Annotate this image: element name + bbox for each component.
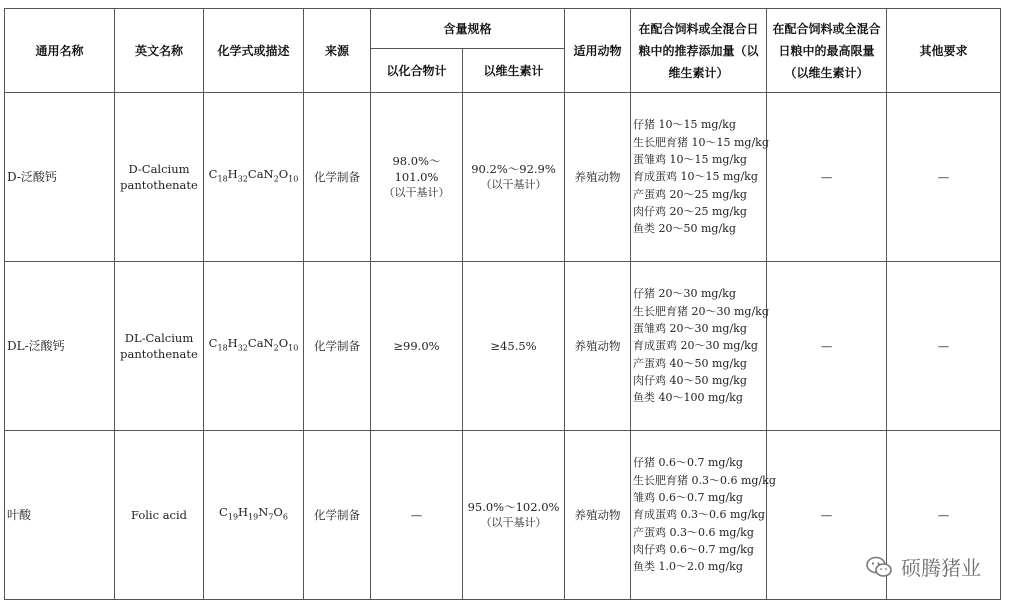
animals-cell: 养殖动物 [565,431,631,600]
recommended-cell [631,262,767,431]
recommended-line: 鱼类 1.0～2.0 mg/kg [633,560,743,574]
recommended-line: 肉仔鸡 20～25 mg/kg [633,204,747,218]
as-vitamin-value: 95.0%～102.0% [467,500,560,514]
as-vitamin-cell [463,431,565,600]
recommended-line: 产蛋鸡 20～25 mg/kg [633,187,747,201]
recommended-line: 雏鸡 0.6～0.7 mg/kg [633,491,743,505]
as-compound-value: 98.0%～101.0% [392,154,441,184]
other-cell: — [887,93,1001,262]
header-formula: 化学式或描述 [204,9,304,93]
recommended-line: 仔猪 20～30 mg/kg [633,287,736,301]
recommended-line: 鱼类 20～50 mg/kg [633,222,736,236]
feed-additive-table [4,8,1001,600]
header-recommended: 在配合饲料或全混合日粮中的推荐添加量（以维生素计） [631,9,767,93]
table-row [5,431,1001,600]
recommended-line: 肉仔鸡 0.6～0.7 mg/kg [633,542,754,556]
recommended-line: 育成蛋鸡 20～30 mg/kg [633,339,758,353]
wechat-icon [865,555,893,579]
recommended-line: 鱼类 40～100 mg/kg [633,391,743,405]
english-name-cell: D-Calcium pantothenate [115,93,204,262]
as-vitamin-cell [463,262,565,431]
recommended-line: 仔猪 10～15 mg/kg [633,118,736,132]
table-row [5,93,1001,262]
english-name-cell: Folic acid [115,431,204,600]
header-english-name: 英文名称 [115,9,204,93]
as-vitamin-note: （以干基计） [480,178,547,191]
header-content-spec: 含量规格 [371,9,565,49]
max-limit-cell: — [767,93,887,262]
source-cell: 化学制备 [304,93,371,262]
max-limit-cell: — [767,262,887,431]
header-common-name: 通用名称 [5,9,115,93]
source-cell: 化学制备 [304,262,371,431]
recommended-line: 产蛋鸡 0.3～0.6 mg/kg [633,525,754,539]
watermark-text: 硕腾猪业 [901,556,981,580]
formula-cell: $C_{18}H_{32}CaN_2O_{10}$ [204,93,304,262]
animals-cell: 养殖动物 [565,93,631,262]
as-vitamin-cell [463,93,565,262]
max-limit-cell: — [767,431,887,600]
recommended-line: 育成蛋鸡 0.3～0.6 mg/kg [633,508,765,522]
formula-cell: $C_{18}H_{32}CaN_2O_{10}$ [204,262,304,431]
english-name-cell: DL-Calcium pantothenate [115,262,204,431]
animals-cell: 养殖动物 [565,262,631,431]
as-compound-value: — [410,508,423,522]
header-as-vitamin: 以维生素计 [463,49,565,93]
recommended-cell [631,431,776,600]
formula-cell: $C_{19}H_{19}N_7O_6$ [204,431,304,600]
as-vitamin-value: ≥45.5% [490,339,537,353]
recommended-line: 生长肥育猪 10～15 mg/kg [633,135,769,149]
table-row [5,262,1001,431]
as-compound-value: ≥99.0% [393,339,440,353]
as-vitamin-value: 90.2%～92.9% [471,162,556,176]
common-name-cell: DL-泛酸钙 [5,262,115,431]
as-compound-note: （以干基计） [383,186,450,199]
header-animals: 适用动物 [565,9,631,93]
header-max-limit: 在配合饲料或全混合日粮中的最高限量（以维生素计） [767,9,887,93]
header-source: 来源 [304,9,371,93]
recommended-line: 育成蛋鸡 10～15 mg/kg [633,170,758,184]
source-cell: 化学制备 [304,431,371,600]
as-compound-cell [371,262,463,431]
recommended-line: 生长肥育猪 20～30 mg/kg [633,304,769,318]
watermark [865,552,981,581]
recommended-line: 肉仔鸡 40～50 mg/kg [633,373,747,387]
common-name-cell: D-泛酸钙 [5,93,115,262]
recommended-line: 产蛋鸡 40～50 mg/kg [633,356,747,370]
other-cell: — [887,431,1001,600]
recommended-cell [631,93,767,262]
header-as-compound: 以化合物计 [371,49,463,93]
recommended-line: 蛋雏鸡 10～15 mg/kg [633,153,747,167]
as-compound-cell [371,93,463,262]
other-cell: — [887,262,1001,431]
as-compound-cell [371,431,463,600]
recommended-line: 生长肥育猪 0.3～0.6 mg/kg [633,473,776,487]
common-name-cell: 叶酸 [5,431,115,600]
recommended-line: 蛋雏鸡 20～30 mg/kg [633,322,747,336]
recommended-line: 仔猪 0.6～0.7 mg/kg [633,456,743,470]
header-other: 其他要求 [887,9,1001,93]
as-vitamin-note: （以干基计） [480,516,547,529]
